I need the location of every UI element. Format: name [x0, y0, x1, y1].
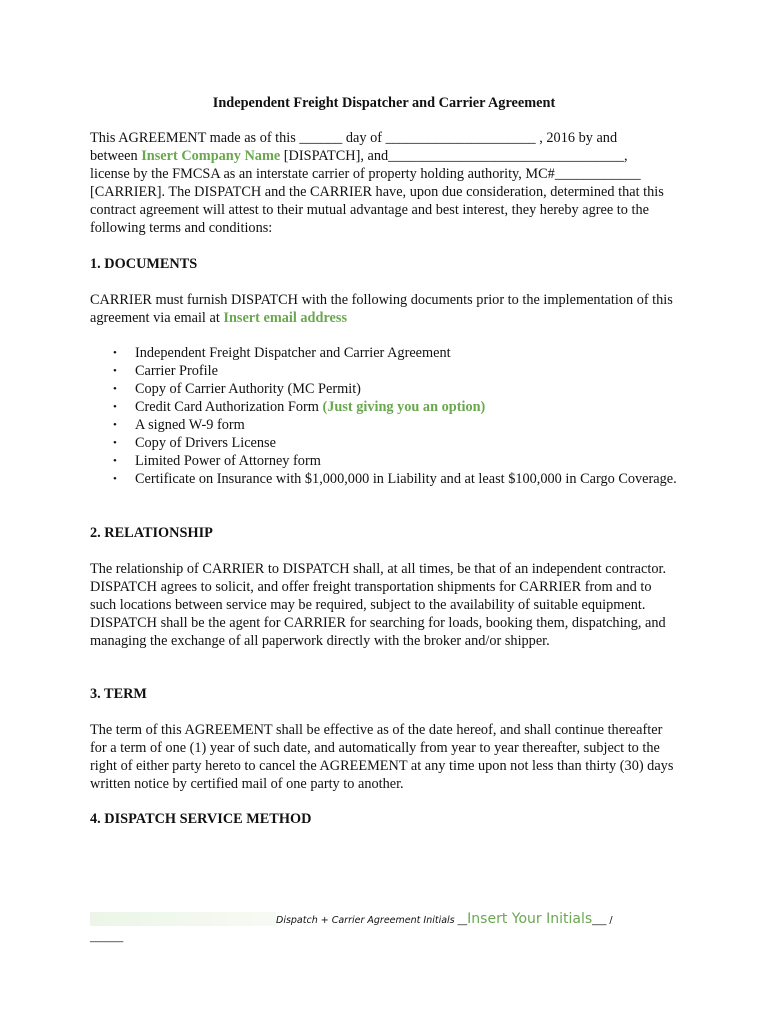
- bullet-icon: •: [113, 365, 117, 377]
- bullet-icon: •: [113, 347, 117, 359]
- section-3-heading: 3. TERM: [90, 686, 147, 702]
- list-item-text: Certificate on Insurance with $1,000,000 in Liability and at least $100,000 in Cargo Coverage.: [135, 471, 677, 487]
- list-item: [90, 398, 680, 416]
- initials-blank-line: _______: [90, 932, 124, 943]
- documents-list: [90, 344, 680, 488]
- section-3-text: The term of this AGREEMENT shall be effective as of the date hereof, and shall continue thereafter for a term of one (1) year of such date, and automatically from year to year thereafter, subject to the right of either party hereto to cancel the AGREEMENT at any time upon not less than thirty (30) days written notice by certified mail of one party to another.: [90, 722, 674, 792]
- section-2-heading: 2. RELATIONSHIP: [90, 525, 213, 541]
- section-2-text: The relationship of CARRIER to DISPATCH shall, at all times, be that of an independent contractor. DISPATCH agrees to solicit, and offer freight transportation shipments for CARRIER from and to such locations between service may be required, subject to the availability of suitable equipment. DISPATCH shall be the agent for CARRIER for searching for loads, booking them, dispatching, and managing the exchange of all paperwork directly with the broker and/or shipper.: [90, 561, 667, 649]
- document-title: Independent Freight Dispatcher and Carrier Agreement: [212, 95, 556, 111]
- bullet-icon: •: [113, 455, 117, 467]
- bullet-icon: •: [113, 473, 117, 485]
- option-note: (Just giving you an option): [322, 399, 486, 415]
- list-item-text: Credit Card Authorization Form: [135, 399, 323, 415]
- initials-blank-end: ___ /: [592, 915, 613, 926]
- initials-placeholder[interactable]: Insert Your Initials: [467, 911, 593, 927]
- list-item: [90, 434, 680, 452]
- intro-line-1: This AGREEMENT made as of this ______ day of _____________________ , 2016 by and: [90, 130, 618, 146]
- section-1-text: [90, 291, 680, 327]
- intro-rest: license by the FMCSA as an interstate carrier of property holding authority, MC#____________ [CARRIER]. The DISPATCH and the CARRIER have, upon due consideration, determined that this contract agreement will attest to their mutual advantage and best interest, they hereby agree to the following terms and conditions:: [90, 166, 664, 236]
- footer-highlight: [90, 912, 276, 926]
- initials-label: Dispatch + Carrier Agreement Initials: [276, 915, 455, 926]
- footer-initials: [90, 910, 680, 947]
- list-item-text: Carrier Profile: [135, 363, 218, 379]
- intro-line-2-start: between: [90, 148, 142, 164]
- section-1-body: CARRIER must furnish DISPATCH with the following documents prior to the implementation of this agreement via email at: [90, 292, 673, 326]
- intro-line-2-end: [DISPATCH], and_________________________________,: [280, 148, 628, 164]
- list-item: [90, 470, 680, 488]
- bullet-icon: •: [113, 401, 117, 413]
- list-item-text: A signed W-9 form: [135, 417, 245, 433]
- list-item: [90, 362, 680, 380]
- bullet-icon: •: [113, 383, 117, 395]
- list-item-text: Independent Freight Dispatcher and Carrier Agreement: [135, 345, 451, 361]
- list-item: [90, 380, 680, 398]
- list-item-text: Copy of Drivers License: [135, 435, 276, 451]
- bullet-icon: •: [113, 419, 117, 431]
- company-name-placeholder[interactable]: Insert Company Name: [141, 148, 281, 164]
- list-item-text: Copy of Carrier Authority (MC Permit): [135, 381, 361, 397]
- initials-blank-start: __: [454, 915, 468, 926]
- bullet-icon: •: [113, 437, 117, 449]
- section-1-heading: 1. DOCUMENTS: [90, 256, 198, 272]
- list-item: [90, 416, 680, 434]
- email-placeholder[interactable]: Insert email address: [223, 310, 348, 326]
- list-item: [90, 452, 680, 470]
- list-item-text: Limited Power of Attorney form: [135, 453, 321, 469]
- section-4-heading: 4. DISPATCH SERVICE METHOD: [90, 811, 312, 827]
- intro-paragraph: [90, 129, 680, 237]
- list-item: [90, 344, 680, 362]
